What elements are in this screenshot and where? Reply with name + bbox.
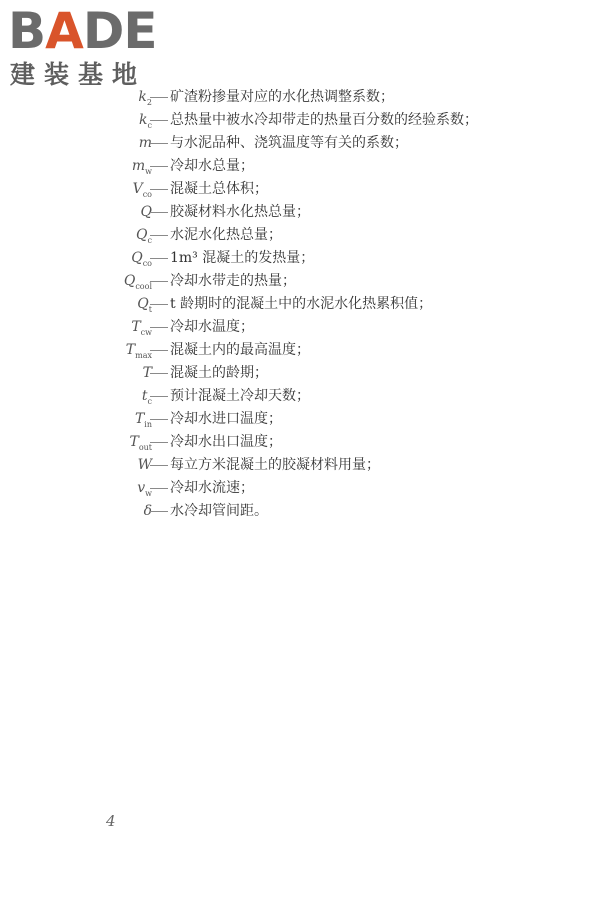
symbol: $Q_{co}$ xyxy=(131,250,152,268)
symbol-row xyxy=(0,362,600,384)
symbol: m xyxy=(138,135,152,151)
dash-separator xyxy=(150,442,168,443)
dash-separator xyxy=(150,166,168,167)
dash-separator xyxy=(150,97,168,98)
dash-separator xyxy=(150,281,168,282)
symbol: W xyxy=(137,457,152,473)
symbol: $Q_c$ xyxy=(136,227,152,245)
symbol-description: 胶凝材料水化热总量； xyxy=(170,204,310,220)
dash-separator xyxy=(150,465,168,466)
symbol: $T_{cw}$ xyxy=(131,319,152,337)
symbol-description: 矿渣粉掺量对应的水化热调整系数； xyxy=(170,89,394,105)
symbol-row xyxy=(0,293,600,315)
symbol: $T_{max}$ xyxy=(125,342,152,360)
bade-logo xyxy=(8,4,178,96)
symbol: $t_c$ xyxy=(141,388,152,406)
symbol-row xyxy=(0,270,600,292)
symbol-row xyxy=(0,86,600,108)
symbol-row xyxy=(0,155,600,177)
dash-separator xyxy=(150,396,168,397)
symbol-description: 冷却水进口温度； xyxy=(170,411,282,427)
logo-wordmark: BADE xyxy=(8,2,157,60)
symbol-description: 混凝土的龄期； xyxy=(170,365,268,381)
symbol: T xyxy=(142,365,152,381)
symbol-description: 水泥水化热总量； xyxy=(170,227,282,243)
symbol-description: 冷却水出口温度； xyxy=(170,434,282,450)
symbol-row xyxy=(0,201,600,223)
dash-separator xyxy=(150,304,168,305)
symbol: $T_{out}$ xyxy=(129,434,152,452)
dash-separator xyxy=(150,373,168,374)
symbol-description: 冷却水总量； xyxy=(170,158,254,174)
page-number: 4 xyxy=(106,812,116,830)
dash-separator xyxy=(150,212,168,213)
symbol-row xyxy=(0,178,600,200)
symbol: $m_w$ xyxy=(131,158,152,176)
dash-separator xyxy=(150,143,168,144)
symbol-description: 总热量中被水冷却带走的热量百分数的经验系数； xyxy=(170,112,478,128)
symbol-row xyxy=(0,316,600,338)
dash-separator xyxy=(150,189,168,190)
symbol: $T_{in}$ xyxy=(134,411,152,429)
dash-separator xyxy=(150,488,168,489)
symbol: δ xyxy=(143,503,152,519)
symbol-description: 与水泥品种、浇筑温度等有关的系数； xyxy=(170,135,408,151)
symbol-row xyxy=(0,247,600,269)
symbol-description: 冷却水温度； xyxy=(170,319,254,335)
symbol-description: 1m³ 混凝土的发热量； xyxy=(170,250,315,266)
logo-subtitle: 建装基地 xyxy=(10,60,147,89)
symbol-row xyxy=(0,408,600,430)
symbol-row xyxy=(0,132,600,154)
symbol-description: 混凝土内的最高温度； xyxy=(170,342,310,358)
symbol-description: 混凝土总体积； xyxy=(170,181,268,197)
symbol-description: t 龄期时的混凝土中的水泥水化热累积值； xyxy=(170,296,433,312)
dash-separator xyxy=(150,258,168,259)
symbol-row xyxy=(0,431,600,453)
dash-separator xyxy=(150,327,168,328)
symbol: $k_c$ xyxy=(139,112,152,130)
symbol-row xyxy=(0,109,600,131)
symbol: Q xyxy=(140,204,152,220)
symbol: $v_w$ xyxy=(137,480,152,498)
symbol-description: 水冷却管间距。 xyxy=(170,503,268,519)
dash-separator xyxy=(150,120,168,121)
symbol-description: 冷却水带走的热量； xyxy=(170,273,296,289)
symbol-row xyxy=(0,224,600,246)
symbol: $V_{co}$ xyxy=(132,181,152,199)
symbol: $Q_{cool}$ xyxy=(123,273,152,291)
symbol: $Q_t$ xyxy=(137,296,152,314)
symbol-description: 冷却水流速； xyxy=(170,480,254,496)
symbol-row xyxy=(0,339,600,361)
dash-separator xyxy=(150,235,168,236)
symbol-row xyxy=(0,454,600,476)
symbol-row xyxy=(0,500,600,522)
symbol-row xyxy=(0,385,600,407)
dash-separator xyxy=(150,350,168,351)
symbol-description: 每立方米混凝土的胶凝材料用量； xyxy=(170,457,380,473)
symbol-description: 预计混凝土冷却天数； xyxy=(170,388,310,404)
symbol: $k_2$ xyxy=(138,89,152,107)
symbol-row xyxy=(0,477,600,499)
dash-separator xyxy=(150,419,168,420)
dash-separator xyxy=(150,511,168,512)
